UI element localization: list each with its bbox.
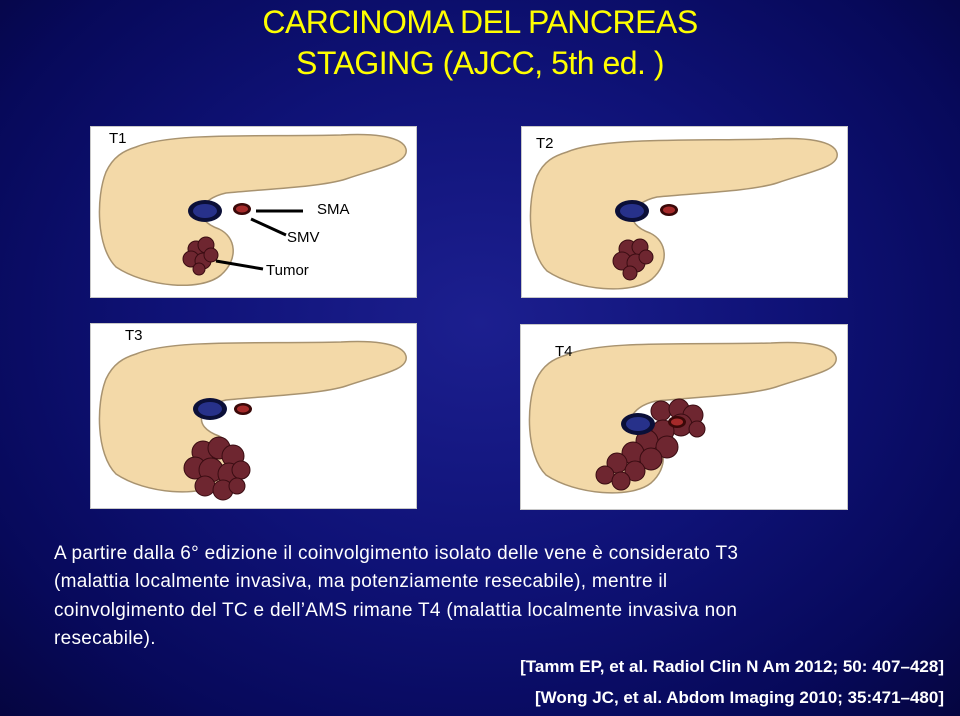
- slide-title-line1: CARCINOMA DEL PANCREAS: [262, 4, 698, 40]
- body-line4: resecabile).: [54, 628, 156, 649]
- body-line2: (malattia localmente invasiva, ma potenziamente resecabile), mentre il: [54, 571, 668, 592]
- reference-1: [Tamm EP, et al. Radiol Clin N Am 2012; 50: 407–428]: [520, 657, 944, 676]
- pancreas-diagram-t1: [91, 127, 416, 297]
- slide-title-line2: STAGING (AJCC, 5th ed. ): [296, 45, 664, 81]
- panel-label-t1: T1: [109, 130, 127, 147]
- body-line1: A partire dalla 6° edizione il coinvolgimento isolato delle vene è considerato T3: [54, 543, 739, 564]
- panel-label-t3: T3: [125, 327, 143, 344]
- reference-2: [Wong JC, et al. Abdom Imaging 2010; 35:471–480]: [534, 688, 944, 707]
- panel-t1: [90, 126, 417, 298]
- pancreas-diagram-t2: [522, 127, 847, 297]
- panel-label-t4: T4: [555, 343, 573, 360]
- panel-t2: [521, 126, 848, 298]
- panel-label-t2: T2: [536, 135, 554, 152]
- body-line3: coinvolgimento del TC e dell’AMS rimane T4 (malattia localmente invasiva non: [54, 600, 738, 621]
- label-sma: SMA: [317, 201, 350, 218]
- pancreas-diagram-t3: [91, 324, 416, 508]
- label-smv: SMV: [287, 229, 320, 246]
- panel-t3: [90, 323, 417, 509]
- label-tumor: Tumor: [266, 262, 309, 279]
- panel-t4: [520, 324, 848, 510]
